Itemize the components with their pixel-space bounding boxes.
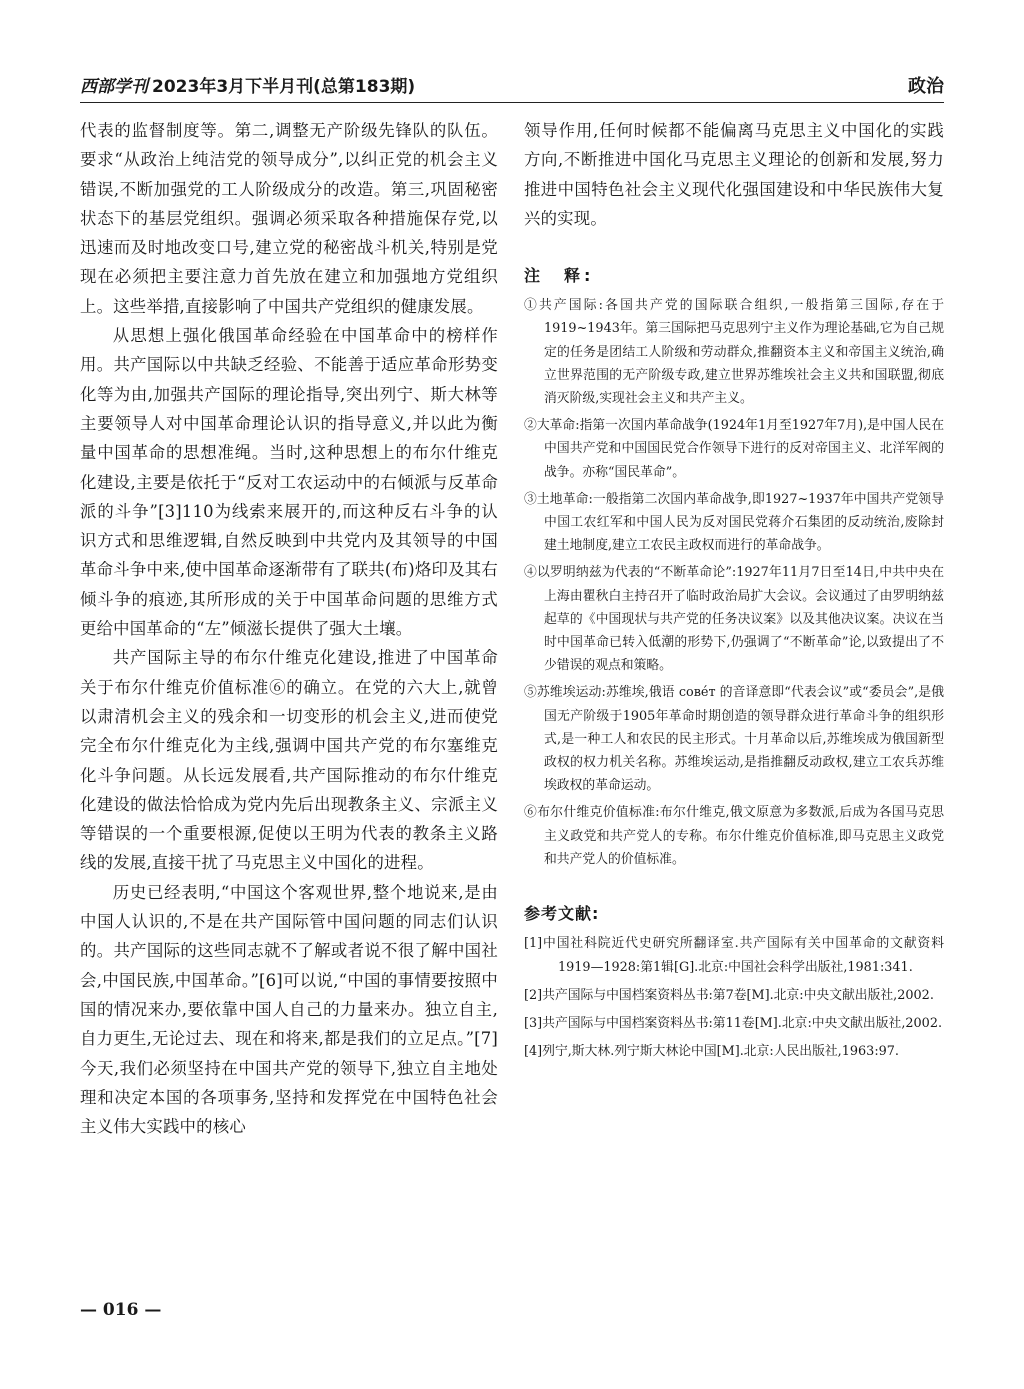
note-text: 大革命:指第一次国内革命战争(1924年1月至1927年7月),是中国人民在中国共产党和中国国民党合作领导下进行的反对帝国主义、北洋军阀的战争。亦称“国民革命”。 — [536, 418, 944, 480]
body-paragraph-1: 代表的监督制度等。第二,调整无产阶级先锋队的队伍。要求“从政治上纯洁党的领导成分”,以纠正党的机会主义错误,不断加强党的工人阶级成分的改造。第三,巩固秘密状态下的基层党组织。强调必须采取各种措施保存党,以迅速而及时地改变口号,建立党的秘密战斗机关,特别是党现在必须把主要注意力首先放在建立和加强地方党组织上。这些举措,直接影响了中国共产党组织的健康发展。 — [80, 121, 498, 316]
reference-text: 列宁,斯大林.列宁斯大林论中国[M].北京:人民出版社,1963:97. — [542, 1044, 899, 1060]
reference-text: 共产国际与中国档案资料丛书:第11卷[M].北京:中央文献出版社,2002. — [542, 1016, 943, 1032]
note-text: 苏维埃运动:苏维埃,俄语 совéт 的音译意即“代表会议”或“委员会”,是俄国无产阶级于1905年革命时期创造的领导群众进行革命斗争的组织形式,是一种工人和农民的民主形式。十月革命以后,苏维埃成为俄国新型政权的权力机关名称。苏维埃运动,是指推翻反动政权,建立工农兵苏维埃政权的革命运动。 — [536, 685, 945, 794]
references-list — [524, 932, 944, 1064]
reference-text: 中国社科院近代史研究所翻译室.共产国际有关中国革命的文献资料1919—1928:第1辑[G].北京:中国社会科学出版社,1981:341. — [542, 936, 944, 976]
journal-masthead — [80, 72, 415, 97]
note-label: ④ — [524, 565, 537, 581]
notes-list — [524, 294, 944, 871]
note-text: 布尔什维克价值标准:布尔什维克,俄文原意为多数派,后成为各国马克思主义政党和共产党人的专称。布尔什维克价值标准,即马克思主义政党和共产党人的价值标准。 — [537, 805, 945, 867]
reference-label: [4] — [524, 1044, 543, 1060]
reference-item — [524, 932, 944, 980]
reference-text: 共产国际与中国档案资料丛书:第7卷[M].北京:中央文献出版社,2002. — [542, 988, 934, 1004]
journal-logo: 西部学刊 — [80, 77, 148, 97]
note-item — [524, 414, 944, 484]
references-title: 参考文献: — [524, 904, 600, 924]
notes-title: 注 释: — [524, 266, 595, 286]
note-item — [524, 294, 944, 410]
note-label: ⑤ — [524, 685, 537, 701]
note-label: ② — [524, 418, 537, 434]
note-label: ③ — [524, 491, 537, 507]
note-label: ⑥ — [524, 805, 538, 821]
page-header — [80, 68, 944, 103]
reference-item — [524, 1012, 944, 1036]
page-number: — 016 — — [80, 1300, 162, 1320]
reference-label: [2] — [524, 988, 543, 1004]
note-text: 土地革命:一般指第二次国内革命战争,即1927~1937年中国共产党领导中国工农红军和中国人民为反对国民党蒋介石集团的反动统治,废除封建土地制度,建立工农民主政权而进行的革命战争。 — [536, 491, 944, 554]
reference-item — [524, 984, 944, 1008]
body-paragraph-4: 历史已经表明,“中国这个客观世界,整个地说来,是由中国人认识的,不是在共产国际管中国问题的同志们认识的。共产国际的这些同志就不了解或者说不很了解中国社会,中国民族,中国革命。”[6]可以说,“中国的事情要按照中国的情况来办,要依靠中国人自己的力量来办。独立自主,自力更生,无论过去、现在和将来,都是我们的立足点。”[7]今天,我们必须坚持在中国共产党的领导下,独立自主地处理和决定本国的各项事务,坚持和发挥党在中国特色社会主义伟大实践中的核心 — [80, 882, 498, 1137]
body-paragraph-3: 共产国际主导的布尔什维克化建设,推进了中国革命关于布尔什维克价值标准⑥的确立。在党的六大上,就曾以肃清机会主义的残余和一切变形的机会主义,进而使党完全布尔什维克化为主线,强调中国共产党的布尔塞维克化斗争问题。从长远发展看,共产国际推动的布尔什维克化建设的做法恰恰成为党内先后出现教条主义、宗派主义等错误的一个重要根源,促使以王明为代表的教条主义路线的发展,直接干扰了马克思主义中国化的进程。 — [80, 648, 498, 873]
reference-item — [524, 1040, 944, 1064]
body-paragraph-5: 领导作用,任何时候都不能偏离马克思主义中国化的实践方向,不断推进中国化马克思主义理论的创新和发展,努力推进中国特色社会主义现代化强国建设和中华民族伟大复兴的实现。 — [524, 121, 944, 228]
reference-label: [1] — [524, 936, 543, 952]
right-column — [524, 116, 944, 1068]
section-label: 政治 — [908, 76, 944, 97]
issue-info: 2023年3月下半月刊(总第183期) — [152, 77, 416, 97]
left-column — [80, 116, 498, 1141]
note-item — [524, 801, 944, 871]
note-item — [524, 681, 944, 797]
note-text: 共产国际:各国共产党的国际联合组织,一般指第三国际,存在于1919~1943年。第三国际把马克思列宁主义作为理论基础,它为自己规定的任务是团结工人阶级和劳动群众,推翻资本主义和帝国主义统治,确立世界范围的无产阶级专政,建立世界苏维埃社会主义共和国联盟,彻底消灭阶级,实现社会主义和共产主义。 — [538, 298, 944, 406]
note-label: ① — [524, 298, 539, 314]
note-text: 以罗明纳兹为代表的“不断革命论”:1927年11月7日至14日,中共中央在上海由瞿秋白主持召开了临时政治局扩大会议。会议通过了由罗明纳兹起草的《中国现状与共产党的任务决议案》以及其他决议案。决议在当时中国革命已转入低潮的形势下,仍强调了“不断革命”论,以致提出了不少错误的观点和策略。 — [536, 565, 944, 674]
note-item — [524, 488, 944, 558]
body-paragraph-2: 从思想上强化俄国革命经验在中国革命中的榜样作用。共产国际以中共缺乏经验、不能善于适应革命形势变化等为由,加强共产国际的理论指导,突出列宁、斯大林等主要领导人对中国革命理论认识的指导意义,并以此为衡量中国革命的思想准绳。当时,这种思想上的布尔什维克化建设,主要是依托于“反对工农运动中的右倾派与反革命派的斗争”[3]110为线索来展开的,而这种反右斗争的认识方式和思维逻辑,自然反映到中共党内及其领导的中国革命斗争中来,使中国革命逐渐带有了联共(布)烙印及其右倾斗争的痕迹,其所形成的关于中国革命问题的思维方式更给中国革命的“左”倾滋长提供了强大土壤。 — [80, 326, 498, 639]
reference-label: [3] — [524, 1016, 543, 1032]
note-item — [524, 561, 944, 677]
